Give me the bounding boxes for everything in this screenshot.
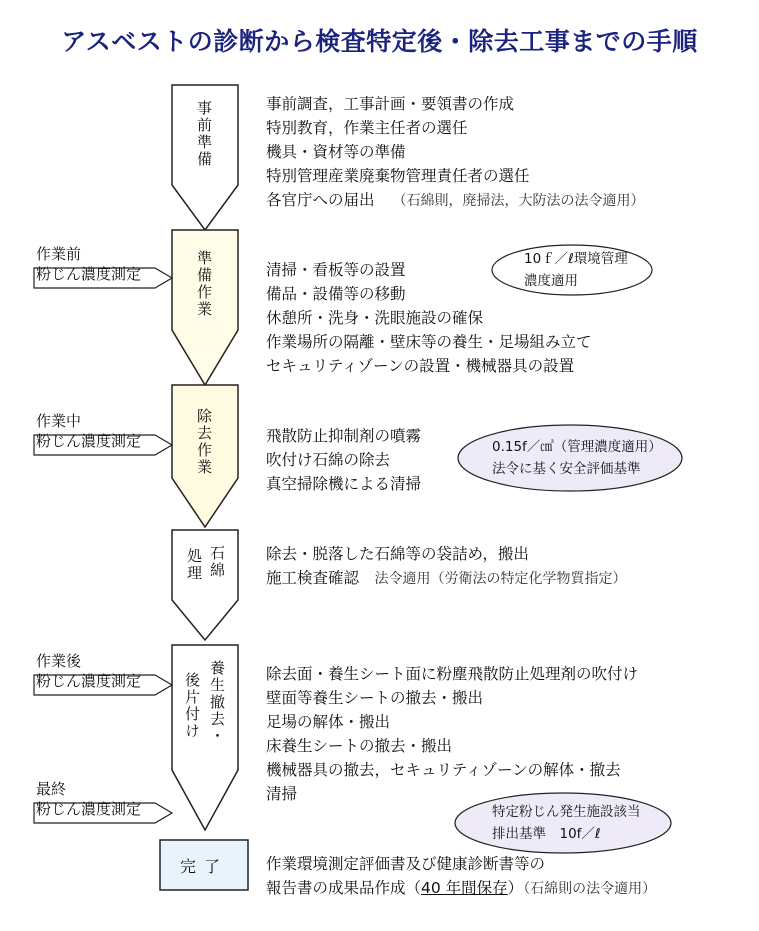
desc-item [266, 188, 645, 213]
measurement-timing: 作業前 [36, 245, 82, 263]
desc-item: 足場の解体・搬出 [266, 713, 391, 731]
desc-item: 機械器具の撤去，セキュリティゾーンの解体・撤去 [266, 761, 621, 779]
stage-label-cleanup-col1: 養生撤去・ [208, 660, 226, 745]
stage-arrow-cleanup [172, 645, 238, 830]
page-title: アスベストの診断から検査特定後・除去工事までの手順 [61, 27, 698, 56]
measurement-label-after [36, 651, 141, 691]
measurement-timing: 作業後 [36, 652, 82, 670]
desc-item: セキュリティゾーンの設置・機械器具の設置 [266, 357, 575, 375]
law-note: （石綿則，廃掃法，大防法の法令適用） [392, 193, 645, 209]
done-desc [266, 852, 686, 901]
measurement-timing: 最終 [36, 780, 67, 798]
stage-desc-preparation [266, 92, 645, 213]
stage-desc-disposal [266, 542, 676, 591]
stage-label-disposal-col1: 石綿 [208, 545, 226, 579]
done-line2-pre: 報告書の成果品作成（ [266, 879, 422, 897]
stage-label-prep-work: 準備作業 [195, 250, 213, 318]
measurement-name: 粉じん濃度測定 [36, 432, 142, 450]
ellipse-line: 排出基準 10f／ℓ [492, 826, 601, 842]
desc-item: 除去面・養生シート面に粉塵飛散防止処理剤の吹付け [266, 665, 639, 683]
ellipse-line: 0.15f／㎤（管理濃度適用） [492, 439, 662, 455]
desc-item: 作業場所の隔離・壁床等の養生・足場組み立て [266, 333, 592, 351]
law-note: 法令適用（労衛法の特定化学物質指定） [374, 571, 627, 587]
desc-item: 機具・資材等の準備 [266, 143, 406, 161]
desc-item: 壁面等養生シートの撤去・搬出 [266, 689, 484, 707]
stage-label-removal: 除去作業 [195, 408, 213, 476]
desc-item: 真空掃除機による清掃 [266, 475, 422, 493]
desc-item: 吹付け石綿の除去 [266, 451, 391, 469]
law-note: （石綿則の法令適用） [523, 881, 657, 897]
desc-item-text: 各官庁への届出 [266, 191, 375, 209]
desc-item: 備品・設備等の移動 [266, 285, 406, 303]
desc-item: 休憩所・洗身・洗眼施設の確保 [266, 309, 484, 327]
stage-arrow-disposal [172, 530, 238, 640]
desc-item: 清掃 [266, 785, 298, 803]
ellipse-text-env-standard [524, 248, 628, 292]
done-label: 完了 [180, 857, 229, 876]
desc-item-text: 施工検査確認 [266, 569, 360, 587]
measurement-name: 粉じん濃度測定 [36, 800, 142, 818]
stage-label-preparation: 事前準備 [195, 100, 213, 168]
desc-item: 床養生シートの撤去・搬出 [266, 737, 453, 755]
desc-item: 事前調査，工事計画・要領書の作成 [266, 95, 515, 113]
ellipse-line: 法令に基く安全評価基準 [492, 461, 641, 477]
desc-item: 特別教育，作業主任者の選任 [266, 119, 468, 137]
stage-label-disposal-col2: 処理 [185, 548, 203, 582]
stage-desc-removal [266, 424, 421, 496]
stage-desc-cleanup [266, 662, 638, 806]
ellipse-text-emission-standard [492, 801, 641, 845]
desc-item: 清掃・看板等の設置 [266, 261, 406, 279]
desc-item: 飛散防止抑制剤の噴霧 [266, 427, 422, 445]
desc-item [266, 566, 676, 591]
ellipse-line: 10ｆ／ℓ環境管理 [524, 251, 628, 267]
ellipse-text-safety-standard [492, 436, 662, 480]
measurement-label-before [36, 244, 141, 284]
ellipse-line: 濃度適用 [524, 273, 578, 289]
measurement-name: 粉じん濃度測定 [36, 265, 142, 283]
stage-label-cleanup-col2: 後片付け [183, 672, 201, 740]
ellipse-line: 特定粉じん発生施設該当 [492, 804, 641, 820]
desc-item: 特別管理産業廃棄物管理責任者の選任 [266, 167, 530, 185]
desc-item: 除去・脱落した石綿等の袋詰め，搬出 [266, 545, 529, 563]
measurement-label-final [36, 779, 141, 819]
measurement-name: 粉じん濃度測定 [36, 672, 142, 690]
done-line2 [266, 876, 686, 901]
retention-period: 40 年間保存 [421, 879, 508, 897]
measurement-timing: 作業中 [36, 412, 82, 430]
done-line1: 作業環境測定評価書及び健康診断書等の [266, 855, 546, 873]
done-line2-post: ） [507, 879, 524, 897]
measurement-label-during [36, 411, 141, 451]
